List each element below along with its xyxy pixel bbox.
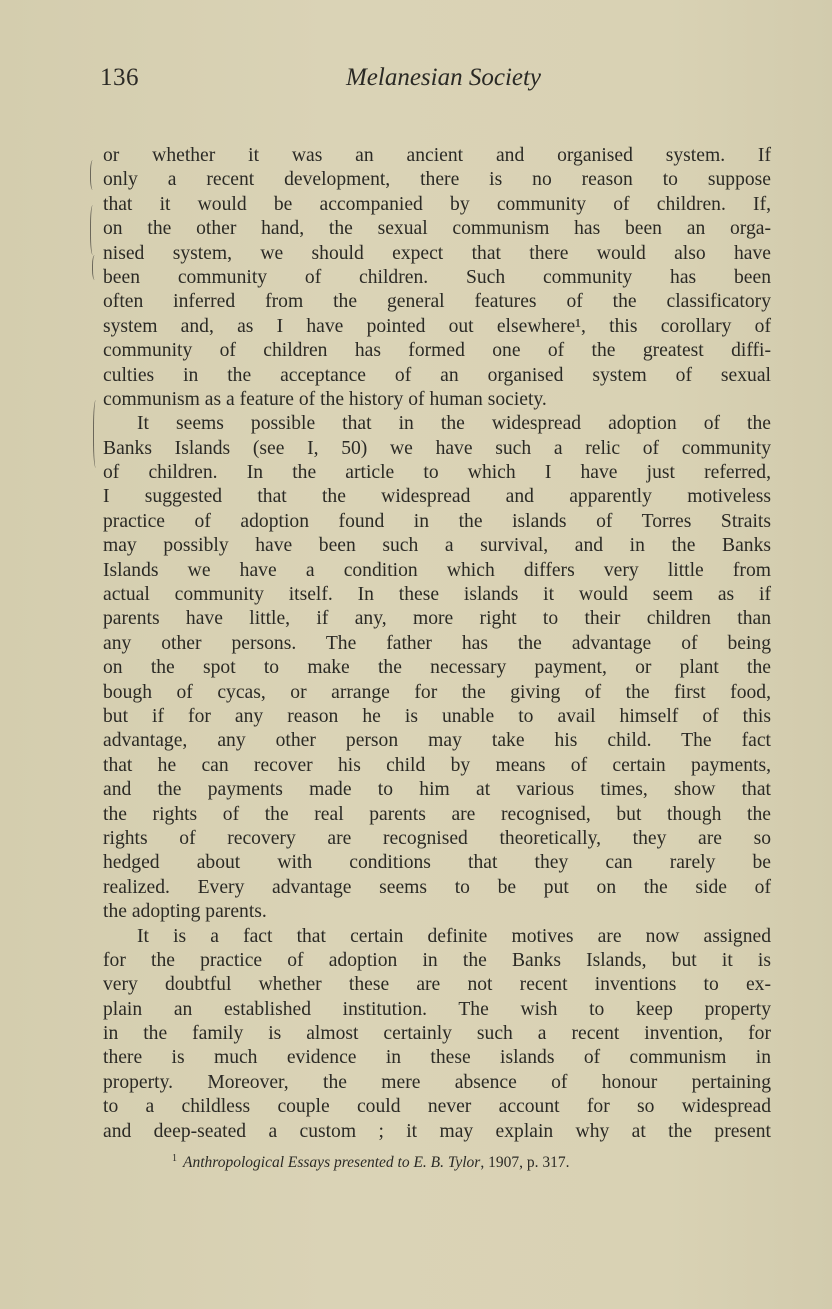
body-text [103,144,771,1144]
text-line: practice of adoption found in the islands of Torres Straits [103,510,771,532]
text-line: I suggested that the widespread and apparently motiveless [103,486,771,508]
page-number: 136 [100,64,139,91]
margin-pencil-mark [90,160,97,190]
margin-pencil-mark [90,205,97,255]
running-title: Melanesian Society [345,64,542,91]
text-line: the rights of the real parents are recognised, but though the [103,803,771,825]
text-line: there is much evidence in these islands of communism in [103,1047,771,1069]
text-line: any other persons. The father has the advantage of being [103,632,771,654]
text-line: and deep-seated a custom ; it may explain why at the present [103,1120,771,1142]
text-line: of children. In the article to which I have just referred, [103,462,771,484]
text-line: for the practice of adoption in the Banks Islands, but it is [103,949,771,971]
text-line: Banks Islands (see I, 50) we have such a relic of community [103,437,771,459]
text-line: realized. Every advantage seems to be put on the side of [103,876,771,898]
text-line: It seems possible that in the widespread adoption of the [137,413,771,435]
text-line: the adopting parents. [103,901,267,923]
text-line: and the payments made to him at various times, show that [103,779,771,801]
paragraph [103,412,771,924]
text-line: on the other hand, the sexual communism has been an orga- [103,218,771,240]
text-line: actual community itself. In these islands it would seem as if [103,584,771,606]
paragraph [103,925,771,1145]
text-line: on the spot to make the necessary payment, or plant the [103,657,771,679]
text-line: but if for any reason he is unable to avail himself of this [103,705,771,727]
text-line: It is a fact that certain definite motives are now assigned [137,925,771,947]
text-line: system and, as I have pointed out elsewhere¹, this corollary of [103,315,771,337]
footnote-title: Anthropological Essays presented to E. B. Tylor [183,1154,481,1171]
text-line: communism as a feature of the history of human society. [103,388,547,410]
text-line: very doubtful whether these are not recent inventions to ex- [103,974,771,996]
margin-pencil-mark [93,400,100,468]
text-line: parents have little, if any, more right to their children than [103,608,771,630]
text-line: nised system, we should expect that there would also have [103,242,771,264]
text-line: to a childless couple could never account for so widespread [103,1096,771,1118]
text-line: that it would be accompanied by community of children. If, [103,193,771,215]
text-line: or whether it was an ancient and organised system. If [103,145,771,166]
footnote-marker: 1 [172,1153,177,1164]
text-line: in the family is almost certainly such a recent invention, for [103,1023,771,1045]
footnote-citation: , 1907, p. 317. [480,1154,570,1171]
text-line: plain an established institution. The wish to keep property [103,998,771,1020]
text-line: community of children has formed one of the greatest diffi- [103,340,771,362]
text-line: property. Moreover, the mere absence of honour pertaining [103,1071,771,1093]
text-line: advantage, any other person may take his child. The fact [103,730,771,752]
text-line: Islands we have a condition which differs very little from [103,559,771,581]
text-line: only a recent development, there is no reason to suppose [103,169,771,191]
text-line: may possibly have been such a survival, and in the Banks [103,535,771,557]
text-line: hedged about with conditions that they can rarely be [103,852,771,874]
footnote [172,1153,569,1172]
margin-pencil-mark [92,255,99,280]
paragraph [103,144,771,412]
text-line: bough of cycas, or arrange for the giving of the first food, [103,681,771,703]
text-line: that he can recover his child by means of certain payments, [103,754,771,776]
text-line: rights of recovery are recognised theoretically, they are so [103,827,771,849]
text-line: culties in the acceptance of an organised system of sexual [103,364,771,386]
text-line: been community of children. Such community has been [103,266,771,288]
text-line: often inferred from the general features of the classificatory [103,291,771,313]
